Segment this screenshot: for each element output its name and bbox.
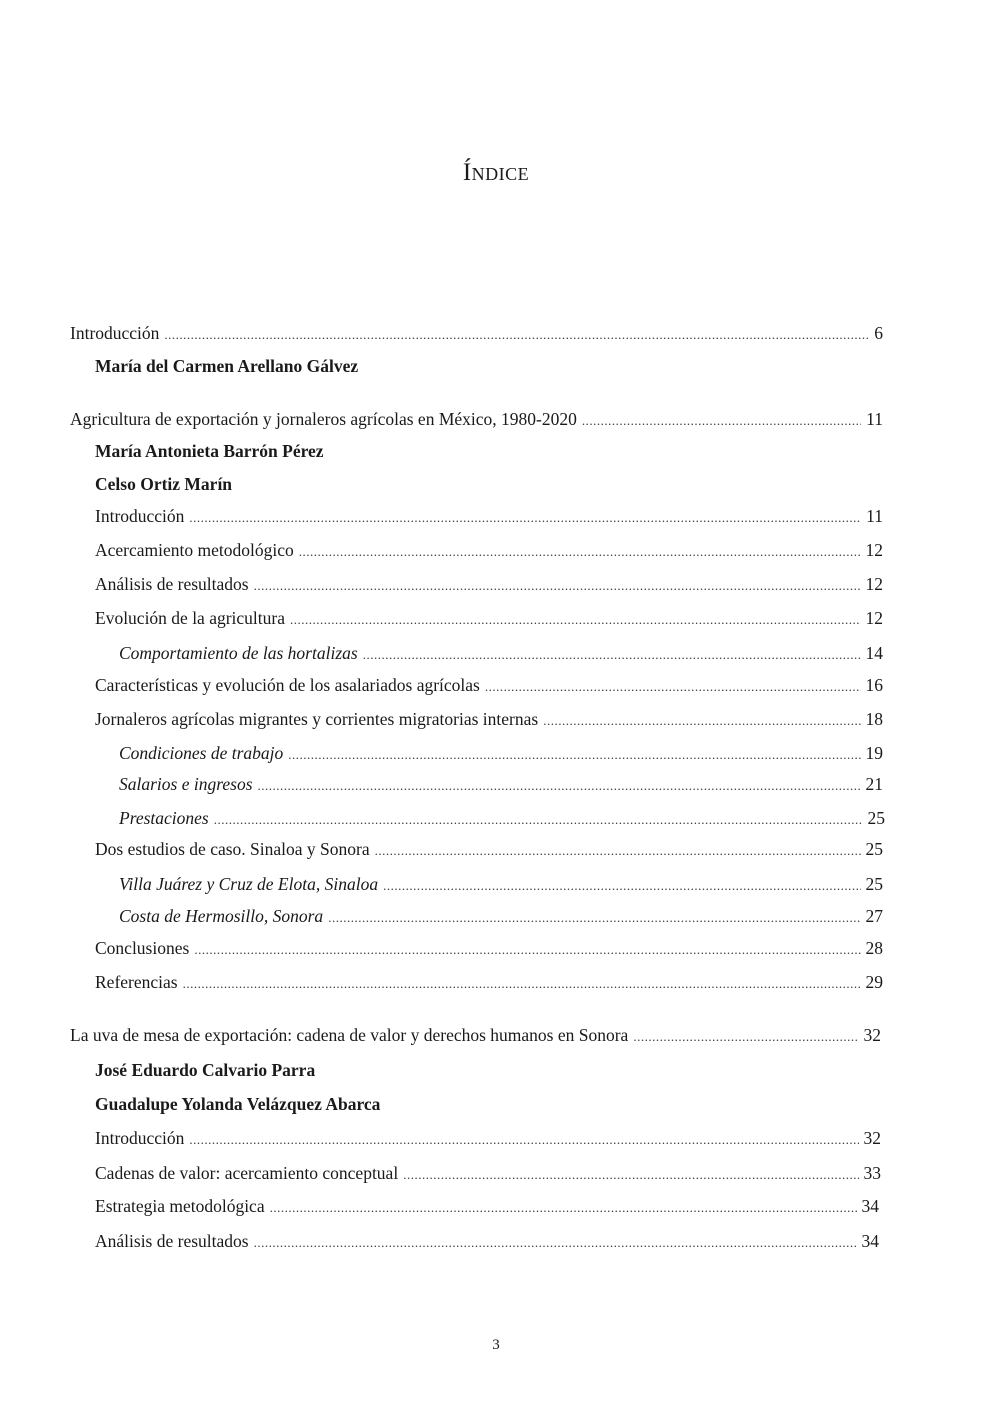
dot-leader xyxy=(254,1232,857,1254)
toc-entry-title: La uva de mesa de exportación: cadena de valor y derechos humanos en Sonora xyxy=(70,1025,629,1045)
toc-entry-page: 33 xyxy=(863,1163,881,1183)
toc-entry-title: Conclusiones xyxy=(95,938,190,958)
toc-entry-title: Características y evolución de los asalariados agrícolas xyxy=(95,675,480,695)
dot-leader xyxy=(299,541,861,563)
toc-entry-page: 12 xyxy=(865,608,883,628)
toc-entry-title: Cadenas de valor: acercamiento conceptual xyxy=(95,1163,399,1183)
page-title: Índice xyxy=(462,158,530,186)
toc-entry-section[interactable] xyxy=(95,539,883,563)
toc-entry-section[interactable] xyxy=(95,505,883,529)
toc-entry-section[interactable] xyxy=(95,674,883,698)
dot-leader xyxy=(254,575,861,597)
dot-leader xyxy=(288,744,860,766)
toc-entry-page: 25 xyxy=(865,839,883,859)
toc-entry-title: Villa Juárez y Cruz de Elota, Sinaloa xyxy=(119,874,379,894)
toc-entry-title: Jornaleros agrícolas migrantes y corrientes migratorias internas xyxy=(95,709,539,729)
dot-leader xyxy=(383,875,860,897)
toc-entry-page: 16 xyxy=(865,675,883,695)
toc-entry-subsection[interactable] xyxy=(119,905,883,929)
dot-leader xyxy=(633,1026,858,1048)
dot-leader xyxy=(214,809,863,831)
toc-entry-page: 25 xyxy=(865,874,883,894)
dot-leader xyxy=(485,676,861,698)
toc-entry-title: Acercamiento metodológico xyxy=(95,540,294,560)
toc-entry-section[interactable] xyxy=(95,937,883,961)
dot-leader xyxy=(189,1129,858,1151)
dot-leader xyxy=(543,710,860,732)
dot-leader xyxy=(328,907,860,929)
toc-entry-subsection[interactable] xyxy=(119,642,883,666)
toc-entry-page: 29 xyxy=(865,972,883,992)
toc-entry-page: 28 xyxy=(865,938,883,958)
toc-entry-section[interactable] xyxy=(95,1127,881,1151)
page-number: 3 xyxy=(492,1337,500,1353)
toc-entry-title: Salarios e ingresos xyxy=(119,774,253,794)
dot-leader xyxy=(375,840,861,862)
toc-entry-subsection[interactable] xyxy=(119,742,883,766)
toc-entry-page: 11 xyxy=(866,409,883,429)
toc-entry-page: 19 xyxy=(865,743,883,763)
dot-leader xyxy=(189,507,861,529)
toc-entry-page: 34 xyxy=(861,1196,879,1216)
toc-author: Guadalupe Yolanda Velázquez Abarca xyxy=(95,1094,381,1114)
toc-entry-section[interactable] xyxy=(95,708,883,732)
toc-entry-page: 12 xyxy=(865,540,883,560)
toc-entry-section[interactable] xyxy=(95,1230,879,1254)
toc-entry-page: 34 xyxy=(861,1231,879,1251)
toc-entry-page: 12 xyxy=(865,574,883,594)
dot-leader xyxy=(582,410,861,432)
toc-entry-title: Condiciones de trabajo xyxy=(119,743,284,763)
toc-entry-title: Prestaciones xyxy=(119,808,209,828)
toc-entry-title: Estrategia metodológica xyxy=(95,1196,265,1216)
toc-author: José Eduardo Calvario Parra xyxy=(95,1060,316,1080)
toc-entry-page: 32 xyxy=(863,1128,881,1148)
toc-entry-page: 25 xyxy=(867,808,885,828)
toc-entry-page: 14 xyxy=(865,643,883,663)
dot-leader xyxy=(194,939,860,961)
toc-entry-title: Análisis de resultados xyxy=(95,574,249,594)
toc-author: Celso Ortiz Marín xyxy=(95,474,233,494)
toc-entry-section[interactable] xyxy=(95,573,883,597)
toc-entry-chapter-1[interactable] xyxy=(70,408,883,432)
toc-entry-subsection[interactable] xyxy=(119,873,883,897)
toc-author: María del Carmen Arellano Gálvez xyxy=(95,356,359,376)
toc-entry-title: Costa de Hermosillo, Sonora xyxy=(119,906,324,926)
toc-entry-page: 27 xyxy=(865,906,883,926)
toc-entry-title: Análisis de resultados xyxy=(95,1231,249,1251)
toc-entry-page: 32 xyxy=(863,1025,881,1045)
dot-leader xyxy=(403,1164,858,1186)
dot-leader xyxy=(258,775,861,797)
toc-entry-introduccion[interactable] xyxy=(70,322,883,346)
toc-entry-section[interactable] xyxy=(95,838,883,862)
toc-entry-title: Agricultura de exportación y jornaleros agrícolas en México, 1980-2020 xyxy=(70,409,577,429)
toc-entry-page: 18 xyxy=(865,709,883,729)
toc-entry-subsection[interactable] xyxy=(119,773,883,797)
toc-entry-title: Introducción xyxy=(95,1128,185,1148)
toc-entry-chapter-2[interactable] xyxy=(70,1024,881,1048)
toc-entry-section[interactable] xyxy=(95,1195,879,1219)
toc-entry-section[interactable] xyxy=(95,1162,881,1186)
toc-entry-page: 6 xyxy=(874,323,883,343)
toc-entry-title: Comportamiento de las hortalizas xyxy=(119,643,358,663)
toc-entry-title: Dos estudios de caso. Sinaloa y Sonora xyxy=(95,839,370,859)
toc-entry-title: Referencias xyxy=(95,972,178,992)
dot-leader xyxy=(363,644,861,666)
toc-entry-page: 21 xyxy=(865,774,883,794)
toc-entry-section[interactable] xyxy=(95,971,883,995)
dot-leader xyxy=(270,1197,857,1219)
toc-entry-title: Introducción xyxy=(95,506,185,526)
dot-leader xyxy=(164,324,869,346)
toc-entry-section[interactable] xyxy=(95,607,883,631)
toc-entry-page: 11 xyxy=(866,506,883,526)
dot-leader xyxy=(183,973,861,995)
toc-entry-title: Introducción xyxy=(70,323,160,343)
toc-entry-subsection[interactable] xyxy=(119,807,885,831)
toc-author: María Antonieta Barrón Pérez xyxy=(95,441,324,461)
dot-leader xyxy=(290,609,861,631)
toc-entry-title: Evolución de la agricultura xyxy=(95,608,285,628)
